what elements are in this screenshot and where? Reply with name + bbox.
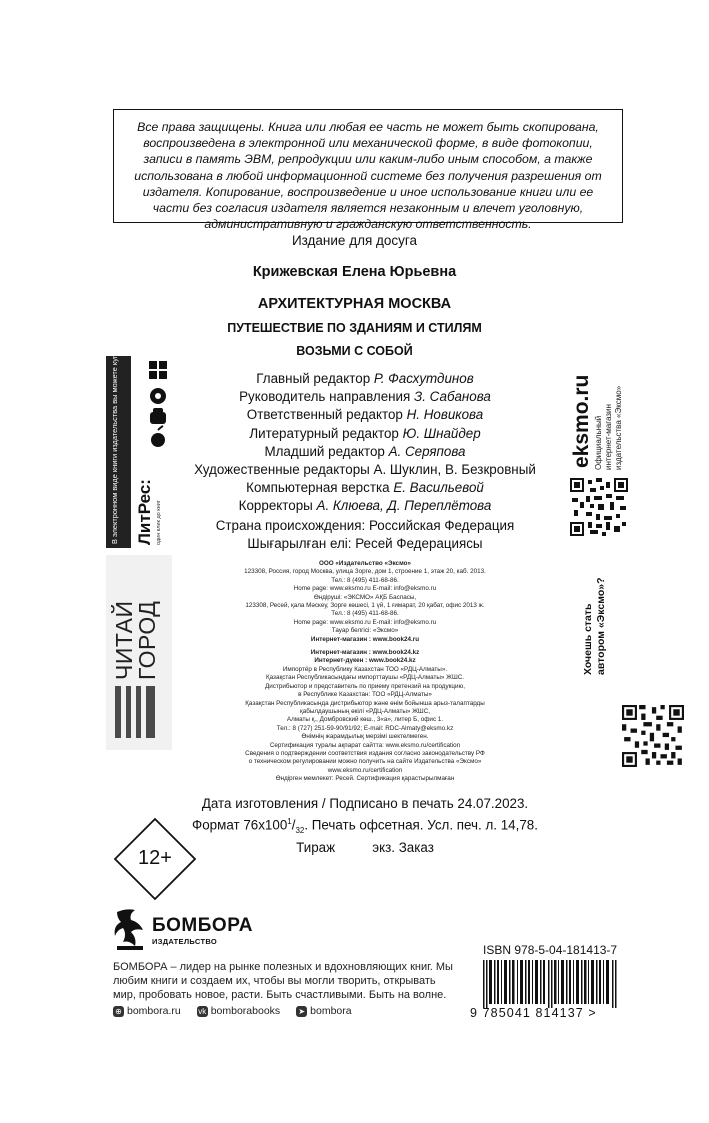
country-of-origin bbox=[165, 517, 565, 553]
book-title: АРХИТЕКТУРНАЯ МОСКВА bbox=[257, 296, 452, 312]
edition-type: Издание для досуга bbox=[291, 233, 418, 248]
apple-icon bbox=[151, 426, 165, 447]
info-line: о техническом регулировании можно получить на сайте Издательства «Эксмо» bbox=[248, 758, 482, 766]
social-telegram[interactable]: ➤ bombora bbox=[296, 1005, 351, 1017]
author-name: Крижевская Елена Юрьевна bbox=[252, 264, 457, 280]
info-line: Алматы қ., Домбровский көш., 3«а», литер Б, офис 1. bbox=[286, 716, 444, 724]
info-line: Импортёр в Республику Казахстан ТОО «РДЦ-Алматы». bbox=[282, 665, 448, 673]
info-line: Интернет-дүкен : www.book24.kz bbox=[314, 657, 416, 665]
credit-row: Младший редактор А. Серяпова bbox=[264, 443, 466, 459]
social-vk[interactable]: vk bomborabooks bbox=[198, 1005, 281, 1017]
eksmo-url[interactable]: eksmo.ru bbox=[570, 374, 593, 468]
credit-row: Корректоры А. Клюева, Д. Переплётова bbox=[238, 498, 492, 514]
bombora-logo-icon bbox=[113, 906, 149, 952]
globe-icon: ⊕ bbox=[113, 1006, 124, 1017]
age-rating-label: 12+ bbox=[138, 847, 172, 869]
info-line: Сертификация туралы ақпарат сайтта: www.eksmo.ru/certification bbox=[269, 741, 461, 749]
info-line: Тел.: 8 (495) 411-68-86. bbox=[331, 610, 399, 618]
info-line: ООО «Издательство «Эксмо» bbox=[318, 560, 411, 567]
print-date: Дата изготовления / Подписано в печать 24.07.2023. bbox=[201, 796, 529, 811]
platform-icons bbox=[146, 358, 170, 458]
author-qr-code[interactable] bbox=[622, 705, 684, 767]
info-line: 123308, Ресей, қала Мәскеу, Зорге көшесі, 1 үй, 1 ғимарат, 20 қабат, офис 2013 ж. bbox=[245, 602, 485, 610]
credits-list bbox=[165, 370, 565, 516]
info-line: Интернет-магазин : www.book24.kz bbox=[310, 649, 420, 657]
credit-row: Главный редактор Р. Фасхутдинов bbox=[256, 371, 474, 386]
print-run: Тираж экз. Заказ bbox=[296, 840, 434, 856]
eksmo-caption: Официальный интернет-магазин издательства «Эксмо» bbox=[594, 385, 623, 470]
credit-row: Художественные редакторы А. Шуклин, В. Безкровный bbox=[194, 462, 536, 478]
litres-promo-text: В электронном виде книги издательства вы можете купить на www.litres.ru bbox=[110, 288, 119, 544]
info-line: Өнімнің жарамдылық мерзімі шектелмеген. bbox=[301, 733, 429, 741]
info-line: Дистрибьютор и представитель по приему претензий на продукцию, bbox=[265, 682, 465, 690]
android-icon bbox=[150, 388, 166, 404]
isbn-label: ISBN 978-5-04-181413-7 bbox=[483, 943, 618, 957]
info-line: в Республике Казахстан: ТОО «РДЦ-Алматы» bbox=[298, 691, 432, 699]
isbn-digits: 9 785041 814137 > bbox=[470, 1006, 597, 1020]
litres-tagline: один клик до книг bbox=[156, 500, 162, 545]
info-line: Интернет-магазин : www.book24.ru bbox=[310, 635, 420, 643]
bombora-socials bbox=[113, 1005, 352, 1017]
chitai-gorod-line2: ГОРОД bbox=[134, 600, 160, 680]
credit-row: Руководитель направления З. Сабанова bbox=[239, 389, 491, 405]
android-robot-icon bbox=[150, 408, 166, 424]
info-line: Қазақстан Республикасындағы импорттаушы «РДЦ-Алматы» ЖШС. bbox=[265, 674, 465, 682]
vk-icon: vk bbox=[198, 1006, 207, 1016]
copyright-notice: Все права защищены. Книга или любая ее часть не может быть скопирована, воспроизведена в электронной или механической форме, в виде фотокопии, записи в память ЭВМ, репродукции или каким-либо иным способом, а также использована в любой информационной системе без получения разрешения от издателя. Копирование, воспроизведение и иное использование книги или ее части без согласия издателя является незаконным и влечет уголовную, административную и гражданскую ответственность. bbox=[113, 109, 623, 223]
windows-icon bbox=[149, 361, 167, 379]
info-line: Өндірген мемлекет: Ресей. Сертификация қарастырылмаған bbox=[275, 775, 455, 783]
origin-kz: Шығарылған елі: Ресей Федерациясы bbox=[247, 536, 483, 551]
book-series: ВОЗЬМИ С СОБОЙ bbox=[296, 344, 413, 358]
info-line: Тел.: 8 (495) 411-68-86. bbox=[331, 576, 399, 584]
info-line: Тауар белгісі: «Эксмо» bbox=[331, 627, 399, 635]
origin-ru: Страна происхождения: Российская Федерация bbox=[215, 518, 515, 533]
info-line: Қазақстан Республикасында дистрибьютор және өнім бойынша арыз-талаптарды bbox=[245, 699, 485, 707]
production-info bbox=[150, 795, 580, 857]
info-line: 123308, Россия, город Москва, улица Зорге, дом 1, строение 1, этаж 20, каб. 2013. bbox=[244, 568, 486, 576]
chitai-gorod-line1: ЧИТАЙ bbox=[111, 600, 137, 680]
credit-row: Компьютерная верстка Е. Васильевой bbox=[246, 480, 484, 496]
info-line: Сведения о подтверждении соответствия издания согласно законодательству РФ bbox=[245, 749, 485, 757]
info-line: Home page: www.eksmo.ru E-mail: info@eksmo.ru bbox=[293, 585, 437, 593]
format-line: Формат $76x100^1/_{32}$. Печать офсетная. Усл. печ. л. 14,78. bbox=[192, 816, 538, 835]
publisher-info bbox=[170, 560, 560, 784]
chitai-gorod-logo-icon bbox=[113, 680, 159, 742]
become-author-text: Хочешь стать автором «Эксмо»? bbox=[582, 577, 607, 675]
info-line: Өндіруші: «ЭКСМО» АҚБ Баспасы, bbox=[313, 593, 417, 601]
isbn-barcode bbox=[483, 960, 618, 1008]
info-line: қабылдаушының өкілі «РДЦ-Алматы» ЖШС, bbox=[299, 707, 430, 715]
social-website[interactable]: ⊕ bombora.ru bbox=[113, 1005, 181, 1017]
eksmo-qr-code[interactable] bbox=[570, 478, 628, 536]
info-line: Тел.: 8 (727) 251-59-90/91/92; E-mail: RDC-Almaty@eksmo.kz bbox=[276, 724, 454, 732]
telegram-icon: ➤ bbox=[296, 1006, 307, 1017]
bombora-logo-sub: ИЗДАТЕЛЬСТВО bbox=[152, 937, 217, 946]
book-subtitle: ПУТЕШЕСТВИЕ ПО ЗДАНИЯМ И СТИЛЯМ bbox=[227, 321, 482, 335]
litres-logo: ЛитРес: bbox=[135, 479, 154, 545]
info-line: www.eksmo.ru/certification bbox=[327, 766, 403, 774]
credit-row: Литературный редактор Ю. Шнайдер bbox=[249, 425, 481, 441]
bombora-description: БОМБОРА – лидер на рынке полезных и вдохновляющих книг. Мы любим книги и создаем их, чтобы вы могли творить, открывать мир, пробовать новое, расти. Быть счастливыми. Быть на волне. bbox=[113, 961, 453, 1001]
info-line: Home page: www.eksmo.ru E-mail: info@eksmo.ru bbox=[293, 618, 437, 626]
credit-row: Ответственный редактор Н. Новикова bbox=[246, 407, 484, 423]
bombora-logo-text: БОМБОРА bbox=[152, 915, 253, 936]
